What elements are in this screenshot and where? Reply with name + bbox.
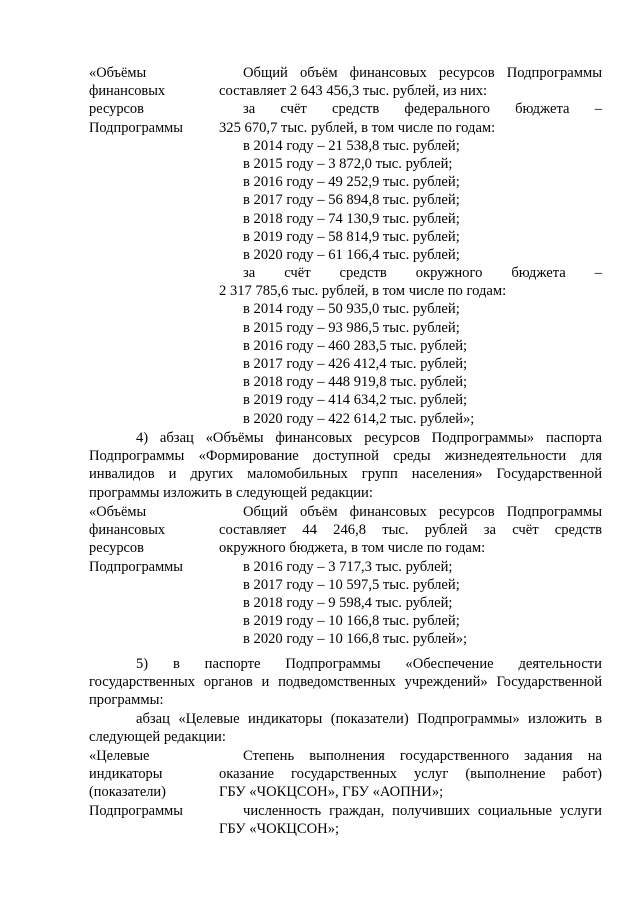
- paragraph-5: [89, 655, 602, 746]
- content-line: составляет 2 643 456,3 тыс. рублей, из них:: [219, 83, 488, 100]
- paragraph-line: инвалидов и других маломобильных групп населения» Государственной: [89, 466, 602, 483]
- paragraph-4: [89, 429, 602, 502]
- content-line: в 2017 году – 426 412,4 тыс. рублей;: [243, 356, 468, 372]
- content-line: окружного бюджета, в том числе по годам:: [219, 540, 486, 557]
- label-line: Подпрограммы: [89, 802, 183, 819]
- block3-label: [89, 747, 219, 820]
- content-line: оказание государственных услуг (выполнение работ): [219, 766, 602, 783]
- block3-content: [219, 747, 602, 838]
- block2-content: [219, 503, 602, 649]
- content-line: в 2016 году – 3 717,3 тыс. рублей;: [243, 558, 453, 575]
- content-line: за счёт средств федерального бюджета –: [243, 101, 602, 118]
- content-line: 325 670,7 тыс. рублей, в том числе по годам:: [219, 119, 496, 136]
- content-line: в 2015 году – 3 872,0 тыс. рублей;: [243, 155, 453, 172]
- content-line: в 2020 году – 61 166,4 тыс. рублей;: [243, 246, 460, 263]
- content-line: составляет 44 246,8 тыс. рублей за счёт средств: [219, 522, 602, 539]
- label-line: финансовых: [89, 83, 166, 100]
- paragraph-line: следующей редакции:: [89, 728, 226, 745]
- content-line: в 2014 году – 50 935,0 тыс. рублей;: [243, 301, 460, 318]
- paragraph-line: абзац «Целевые индикаторы (показатели) Подпрограммы» изложить в: [136, 710, 602, 727]
- content-line: Общий объём финансовых ресурсов Подпрограммы: [243, 65, 602, 81]
- content-line: в 2017 году – 56 894,8 тыс. рублей;: [243, 192, 460, 209]
- content-line: в 2017 году – 10 597,5 тыс. рублей;: [243, 576, 460, 593]
- content-line: в 2019 году – 414 634,2 тыс. рублей;: [243, 392, 468, 409]
- content-line: в 2020 году – 10 166,8 тыс. рублей»;: [243, 631, 468, 648]
- content-line: в 2019 году – 10 166,8 тыс. рублей;: [243, 613, 460, 630]
- paragraph-line: программы изложить в следующей редакции:: [89, 484, 373, 501]
- label-line: (показатели): [89, 784, 166, 801]
- label-line: ресурсов: [89, 540, 144, 557]
- paragraph-line: 4) абзац «Объёмы финансовых ресурсов Подпрограммы» паспорта: [136, 430, 602, 446]
- content-line: в 2018 году – 74 130,9 тыс. рублей;: [243, 210, 460, 227]
- label-line: «Объёмы: [89, 65, 147, 81]
- paragraph-line: Подпрограммы «Формирование доступной среды жизнедеятельности для: [89, 448, 602, 465]
- content-line: ГБУ «ЧОКЦСОН»;: [219, 820, 340, 837]
- content-line: в 2019 году – 58 814,9 тыс. рублей;: [243, 228, 460, 245]
- label-line: ресурсов: [89, 101, 144, 118]
- block2-label: [89, 503, 219, 576]
- label-line: «Целевые: [89, 748, 150, 764]
- content-line: в 2018 году – 448 919,8 тыс. рублей;: [243, 374, 468, 391]
- content-line: в 2020 году – 422 614,2 тыс. рублей»;: [243, 410, 475, 427]
- paragraph-line: 5) в паспорте Подпрограммы «Обеспечение деятельности: [136, 656, 602, 672]
- block1-label: [89, 64, 219, 137]
- label-line: финансовых: [89, 522, 166, 539]
- content-line: в 2015 году – 93 986,5 тыс. рублей;: [243, 319, 460, 336]
- content-line: в 2014 году – 21 538,8 тыс. рублей;: [243, 137, 460, 154]
- content-line: 2 317 785,6 тыс. рублей, в том числе по годам:: [219, 283, 507, 300]
- content-line: в 2016 году – 460 283,5 тыс. рублей;: [243, 337, 468, 354]
- content-line: ГБУ «ЧОКЦСОН», ГБУ «АОПНИ»;: [219, 784, 444, 801]
- label-line: Подпрограммы: [89, 558, 183, 575]
- label-line: индикаторы: [89, 766, 163, 783]
- content-line: в 2016 году – 49 252,9 тыс. рублей;: [243, 174, 460, 191]
- content-line: в 2018 году – 9 598,4 тыс. рублей;: [243, 594, 453, 611]
- content-line: численность граждан, получивших социальные услуги: [243, 802, 602, 819]
- content-line: Степень выполнения государственного задания на: [243, 748, 602, 764]
- content-line: Общий объём финансовых ресурсов Подпрограммы: [243, 504, 602, 520]
- label-line: «Объёмы: [89, 504, 147, 520]
- content-line: за счёт средств окружного бюджета –: [243, 265, 602, 282]
- label-line: Подпрограммы: [89, 119, 183, 136]
- paragraph-line: государственных органов и подведомственных учреждений» Государственной: [89, 674, 602, 691]
- block1-content: [219, 64, 602, 428]
- paragraph-line: программы:: [89, 692, 164, 709]
